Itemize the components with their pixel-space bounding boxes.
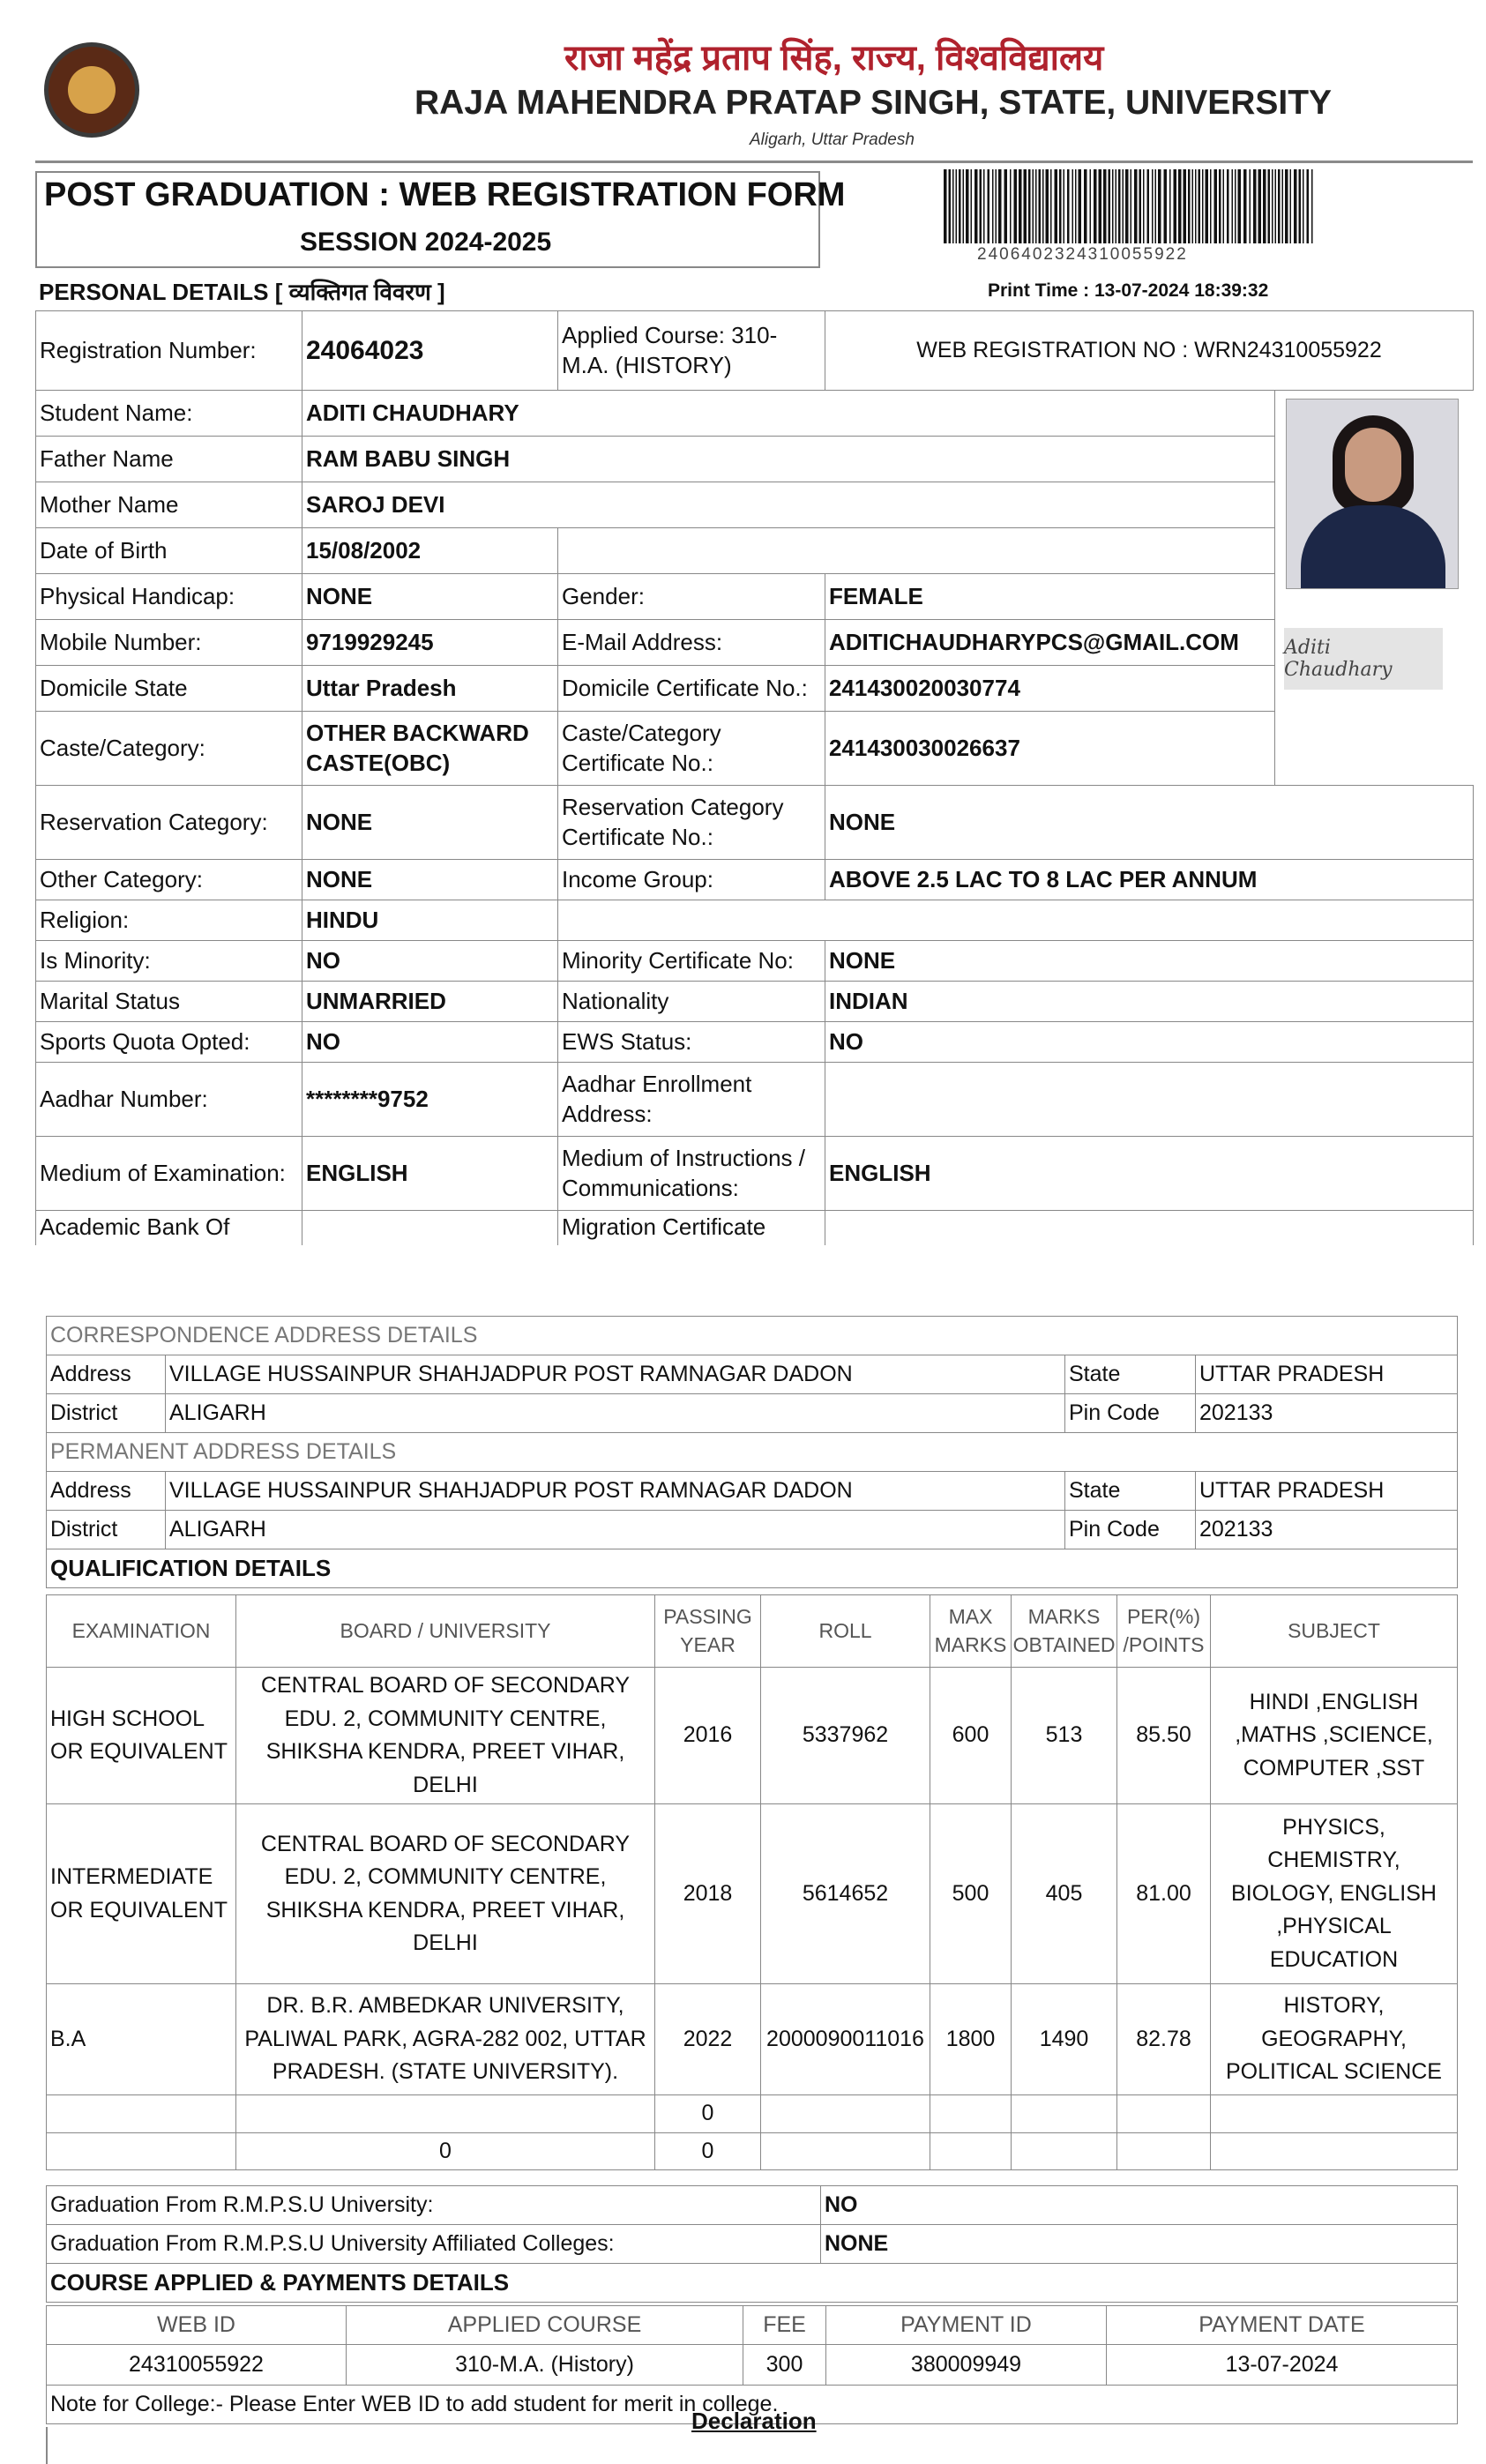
corr-district-label: District [47,1394,166,1433]
obtained-cell: 513 [1012,1668,1117,1804]
col-board: BOARD / UNIVERSITY [236,1595,655,1668]
reservation-label: Reservation Category: [36,786,302,860]
obtained-cell [1012,2132,1117,2170]
aadhar-label: Aadhar Number: [36,1063,302,1137]
year-cell: 2018 [655,1804,761,1984]
table-row [47,1668,1458,1804]
mother-name-value: SAROJ DEVI [302,482,1275,528]
father-name-value: RAM BABU SINGH [302,437,1275,482]
payment-id-value: 380009949 [826,2345,1107,2386]
roll-cell [761,2132,930,2170]
caste-label: Caste/Category: [36,712,302,786]
perm-state-value: UTTAR PRADESH [1196,1472,1458,1511]
registration-number-value: 24064023 [302,311,558,391]
migration-label: Migration Certificate [558,1211,825,1246]
year-cell: 2022 [655,1984,761,2095]
medium-exam-label: Medium of Examination: [36,1137,302,1211]
caste-value: OTHER BACKWARD CASTE(OBC) [302,712,558,786]
student-photo [1286,399,1459,589]
table-row [47,2345,1458,2386]
caste-cert-label: Caste/Category Certificate No.: [558,712,825,786]
col-marks-obtained: MARKS OBTAINED [1012,1595,1117,1668]
percent-cell: 81.00 [1117,1804,1211,1984]
col-applied-course: APPLIED COURSE [347,2306,743,2345]
grad-rmpsu-value: NO [821,2186,1458,2225]
grad-affiliated-label: Graduation From R.M.P.S.U University Affiliated Colleges: [47,2225,821,2264]
table-row [47,1984,1458,2095]
payment-date-value: 13-07-2024 [1107,2345,1458,2386]
qualification-table [46,1594,1458,2170]
roll-cell: 5614652 [761,1804,930,1984]
max-cell: 1800 [930,1984,1012,2095]
obtained-cell: 1490 [1012,1984,1117,2095]
minority-value: NO [302,941,558,982]
grad-rmpsu-label: Graduation From R.M.P.S.U University: [47,2186,821,2225]
subject-cell: HINDI ,ENGLISH ,MATHS ,SCIENCE, COMPUTER ,SST [1211,1668,1458,1804]
dob-value: 15/08/2002 [302,528,558,574]
print-time: Print Time : 13-07-2024 18:39:32 [988,280,1269,301]
table-row [47,1804,1458,1984]
migration-value [825,1211,1474,1246]
corr-pin-label: Pin Code [1065,1394,1196,1433]
reservation-cert-label: Reservation Category Certificate No.: [558,786,825,860]
payment-header-row [47,2306,1458,2345]
subject-cell [1211,2095,1458,2133]
student-name-label: Student Name: [36,391,302,437]
aadhar-address-value [825,1063,1474,1137]
table-row [47,2095,1458,2133]
subject-cell: HISTORY, GEOGRAPHY, POLITICAL SCIENCE [1211,1984,1458,2095]
roll-cell: 5337962 [761,1668,930,1804]
year-cell: 2016 [655,1668,761,1804]
board-cell: DR. B.R. AMBEDKAR UNIVERSITY, PALIWAL PARK, AGRA-282 002, UTTAR PRADESH. (STATE UNIVERSITY). [236,1984,655,2095]
college-note: Note for College:- Please Enter WEB ID to add student for merit in college. [47,2386,1458,2424]
medium-instruction-label: Medium of Instructions / Communications: [558,1137,825,1211]
registration-form-page-2 [0,1303,1486,2464]
student-name-value: ADITI CHAUDHARY [302,391,1275,437]
fee-value: 300 [743,2345,826,2386]
col-fee: FEE [743,2306,826,2345]
percent-cell: 85.50 [1117,1668,1211,1804]
col-subject: SUBJECT [1211,1595,1458,1668]
web-registration-number: WEB REGISTRATION NO : WRN24310055922 [825,311,1474,391]
university-logo [44,42,139,138]
qualification-header-row [47,1595,1458,1668]
col-roll: ROLL [761,1595,930,1668]
email-label: E-Mail Address: [558,620,825,666]
corr-state-value: UTTAR PRADESH [1196,1355,1458,1394]
religion-label: Religion: [36,900,302,941]
sports-label: Sports Quota Opted: [36,1022,302,1063]
abc-label: Academic Bank Of [36,1211,302,1246]
mother-name-label: Mother Name [36,482,302,528]
sports-value: NO [302,1022,558,1063]
domicile-state-value: Uttar Pradesh [302,666,558,712]
percent-cell: 82.78 [1117,1984,1211,2095]
declaration-heading: Declaration [691,2408,817,2434]
exam-cell: B.A [47,1984,236,2095]
perm-district-value: ALIGARH [166,1511,1065,1549]
max-cell [930,2132,1012,2170]
domicile-state-label: Domicile State [36,666,302,712]
gender-label: Gender: [558,574,825,620]
corr-address-value: VILLAGE HUSSAINPUR SHAHJADPUR POST RAMNAGAR DADON [166,1355,1065,1394]
qualification-title: QUALIFICATION DETAILS [47,1549,1458,1588]
other-category-label: Other Category: [36,860,302,900]
exam-cell: INTERMEDIATE OR EQUIVALENT [47,1804,236,1984]
col-examination: EXAMINATION [47,1595,236,1668]
max-cell: 600 [930,1668,1012,1804]
correspondence-title: CORRESPONDENCE ADDRESS DETAILS [47,1317,1458,1355]
gender-value: FEMALE [825,574,1275,620]
roll-cell [761,2095,930,2133]
col-payment-id: PAYMENT ID [826,2306,1107,2345]
perm-pin-value: 202133 [1196,1511,1458,1549]
corr-address-label: Address [47,1355,166,1394]
minority-cert-label: Minority Certificate No: [558,941,825,982]
corr-district-value: ALIGARH [166,1394,1065,1433]
board-cell: CENTRAL BOARD OF SECONDARY EDU. 2, COMMUNITY CENTRE, SHIKSHA KENDRA, PREET VIHAR, DELHI [236,1804,655,1984]
board-cell: 0 [236,2132,655,2170]
university-location: Aligarh, Uttar Pradesh [750,131,915,149]
barcode-number: 2406402324310055922 [977,245,1188,264]
religion-empty [558,900,1474,941]
exam-cell [47,2095,236,2133]
perm-state-label: State [1065,1472,1196,1511]
percent-cell [1117,2095,1211,2133]
col-percent: PER(%) /POINTS [1117,1595,1211,1668]
minority-cert-value: NONE [825,941,1474,982]
perm-pin-label: Pin Code [1065,1511,1196,1549]
reservation-value: NONE [302,786,558,860]
student-signature: Aditi Chaudhary [1284,628,1443,690]
mobile-label: Mobile Number: [36,620,302,666]
nationality-label: Nationality [558,982,825,1022]
payment-title: COURSE APPLIED & PAYMENTS DETAILS [47,2264,1458,2303]
income-value: ABOVE 2.5 LAC TO 8 LAC PER ANNUM [825,860,1474,900]
nationality-value: INDIAN [825,982,1474,1022]
subject-cell [1211,2132,1458,2170]
applied-course: Applied Course: 310-M.A. (HISTORY) [558,311,825,391]
registration-number-label: Registration Number: [36,311,302,391]
grad-affiliated-value: NONE [821,2225,1458,2264]
correspondence-address-table [46,1316,1458,1588]
father-name-label: Father Name [36,437,302,482]
domicile-cert-label: Domicile Certificate No.: [558,666,825,712]
graduation-rmpsu-table [46,2185,1458,2303]
corr-state-label: State [1065,1355,1196,1394]
page-edge-line [46,2427,48,2464]
web-id-value: 24310055922 [47,2345,347,2386]
physical-handicap-value: NONE [302,574,558,620]
header-divider [35,161,1473,163]
perm-address-value: VILLAGE HUSSAINPUR SHAHJADPUR POST RAMNAGAR DADON [166,1472,1065,1511]
col-max-marks: MAX MARKS [930,1595,1012,1668]
medium-instruction-value: ENGLISH [825,1137,1474,1211]
col-payment-date: PAYMENT DATE [1107,2306,1458,2345]
payment-table [46,2305,1458,2424]
corr-pin-value: 202133 [1196,1394,1458,1433]
obtained-cell [1012,2095,1117,2133]
board-cell: CENTRAL BOARD OF SECONDARY EDU. 2, COMMUNITY CENTRE, SHIKSHA KENDRA, PREET VIHAR, DELHI [236,1668,655,1804]
mobile-value: 9719929245 [302,620,558,666]
minority-label: Is Minority: [36,941,302,982]
max-cell: 500 [930,1804,1012,1984]
personal-details-title: PERSONAL DETAILS [ व्यक्तिगत विवरण ] [39,279,445,305]
marital-value: UNMARRIED [302,982,558,1022]
exam-cell: HIGH SCHOOL OR EQUIVALENT [47,1668,236,1804]
col-web-id: WEB ID [47,2306,347,2345]
max-cell [930,2095,1012,2133]
form-title: POST GRADUATION : WEB REGISTRATION FORM [44,176,846,213]
caste-cert-value: 241430030026637 [825,712,1275,786]
religion-value: HINDU [302,900,558,941]
session-label: SESSION 2024-2025 [300,228,552,257]
dob-empty [558,528,1275,574]
aadhar-address-label: Aadhar Enrollment Address: [558,1063,825,1137]
marital-label: Marital Status [36,982,302,1022]
roll-cell: 2000090011016 [761,1984,930,2095]
other-category-value: NONE [302,860,558,900]
physical-handicap-label: Physical Handicap: [36,574,302,620]
table-row [47,2132,1458,2170]
domicile-cert-value: 241430020030774 [825,666,1275,712]
email-value: ADITICHAUDHARYPCS@GMAIL.COM [825,620,1275,666]
abc-value [302,1211,558,1246]
aadhar-value: ********9752 [302,1063,558,1137]
percent-cell [1117,2132,1211,2170]
obtained-cell: 405 [1012,1804,1117,1984]
col-passing-year: PASSING YEAR [655,1595,761,1668]
university-name-english: RAJA MAHENDRA PRATAP SINGH, STATE, UNIVERSITY [414,84,1333,122]
applied-course-value: 310-M.A. (History) [347,2345,743,2386]
personal-details-table [35,310,1474,1245]
exam-cell [47,2132,236,2170]
barcode-icon [944,169,1314,243]
ews-value: NO [825,1022,1474,1063]
perm-address-label: Address [47,1472,166,1511]
perm-district-label: District [47,1511,166,1549]
dob-label: Date of Birth [36,528,302,574]
subject-cell: PHYSICS, CHEMISTRY, BIOLOGY, ENGLISH ,PHYSICAL EDUCATION [1211,1804,1458,1984]
university-name-hindi: राजा महेंद्र प्रताप सिंह, राज्य, विश्वविद्यालय [564,39,1104,78]
income-label: Income Group: [558,860,825,900]
permanent-title: PERMANENT ADDRESS DETAILS [47,1433,1458,1472]
reservation-cert-value: NONE [825,786,1474,860]
ews-label: EWS Status: [558,1022,825,1063]
medium-exam-value: ENGLISH [302,1137,558,1211]
board-cell [236,2095,655,2133]
year-cell: 0 [655,2132,761,2170]
year-cell: 0 [655,2095,761,2133]
